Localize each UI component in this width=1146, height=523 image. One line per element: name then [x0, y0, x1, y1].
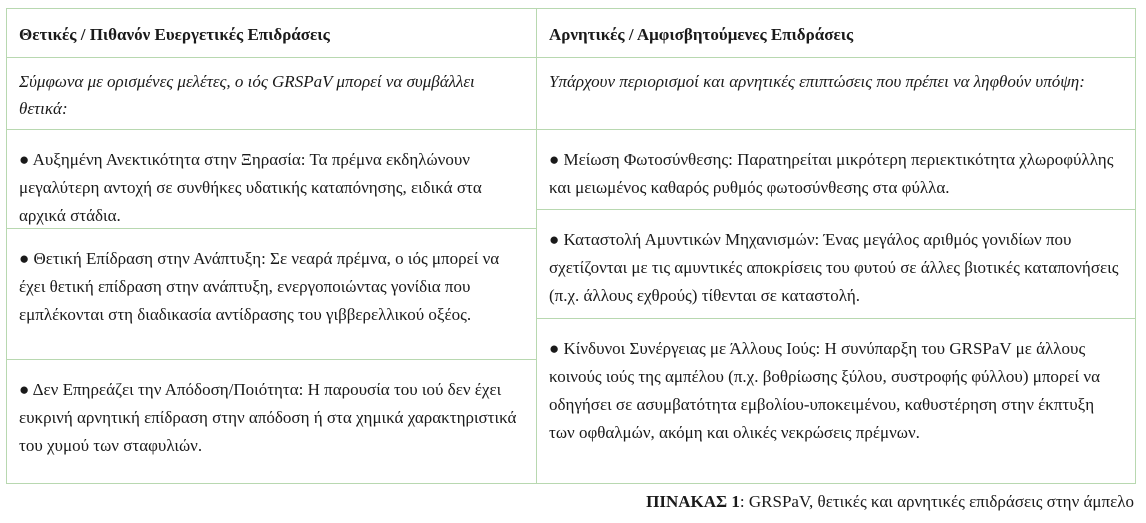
positive-effect-item-yield: ● Δεν Επηρεάζει την Απόδοση/Ποιότητα: Η παρουσία του ιού δεν έχει ευκρινή αρνητική επίδραση στην απόδοση ή στα χημικά χαρακτηριστικά του χυμού των σταφυλιών.	[19, 380, 517, 455]
negative-effect-item-photosynthesis: ● Μείωση Φωτοσύνθεσης: Παρατηρείται μικρότερη περιεκτικότητα χλωροφύλλης και μειωμένος καθαρός ρυθμός φωτοσύνθεσης στα φύλλα.	[537, 130, 1135, 210]
negative-effects-header: Αρνητικές / Αμφισβητούμενες Επιδράσεις	[537, 9, 1135, 58]
table-caption-label: ΠΙΝΑΚΑΣ 1	[646, 492, 740, 511]
table-caption-text: : GRSPaV, θετικές και αρνητικές επιδράσεις στην άμπελο	[739, 492, 1134, 511]
positive-effects-column	[7, 9, 537, 483]
table-caption	[646, 492, 1134, 512]
positive-effect-item-growth: ● Θετική Επίδραση στην Ανάπτυξη: Σε νεαρά πρέμνα, ο ιός μπορεί να έχει θετική επίδραση στην ανάπτυξη, ενεργοποιώντας γονίδια που εμπλέκονται στη διαδικασία αντίδρασης του γιββερελλικού οξέος.	[7, 229, 536, 360]
positive-effects-intro: Σύμφωνα με ορισμένες μελέτες, ο ιός GRSPaV μπορεί να συμβάλλει θετικά:	[7, 58, 536, 130]
negative-effects-intro: Υπάρχουν περιορισμοί και αρνητικές επιπτώσεις που πρέπει να ληφθούν υπόψη:	[537, 58, 1135, 130]
negative-effect-item-synergy: ● Κίνδυνοι Συνέργειας με Άλλους Ιούς: Η συνύπαρξη του GRSPaV με άλλους κοινούς ιούς της αμπέλου (π.χ. βοθρίωσης ξύλου, συστροφής φύλλου) μπορεί να οδηγήσει σε ασυμβατότητα εμβολίου-υποκειμένου, καθυστέρηση στην έκπτυξη των οφθαλμών, ακόμη και ολικές νεκρώσεις πρέμνων.	[549, 339, 1100, 442]
negative-effect-item-defense: ● Καταστολή Αμυντικών Μηχανισμών: Ένας μεγάλος αριθμός γονιδίων που σχετίζονται με τις αμυντικές αποκρίσεις του φυτού σε άλλες βιοτικές καταπονήσεις (π.χ. άλλους εχθρούς) τίθενται σε καταστολή.	[537, 210, 1135, 319]
positive-effects-header: Θετικές / Πιθανόν Ευεργετικές Επιδράσεις	[7, 9, 536, 58]
positive-effect-item-drought: ● Αυξημένη Ανεκτικότητα στην Ξηρασία: Τα πρέμνα εκδηλώνουν μεγαλύτερη αντοχή σε συνθήκες υδατικής καταπόνησης, ειδικά στα αρχικά στάδια.	[7, 130, 536, 229]
negative-effects-column	[537, 9, 1135, 483]
effects-table	[6, 8, 1136, 484]
